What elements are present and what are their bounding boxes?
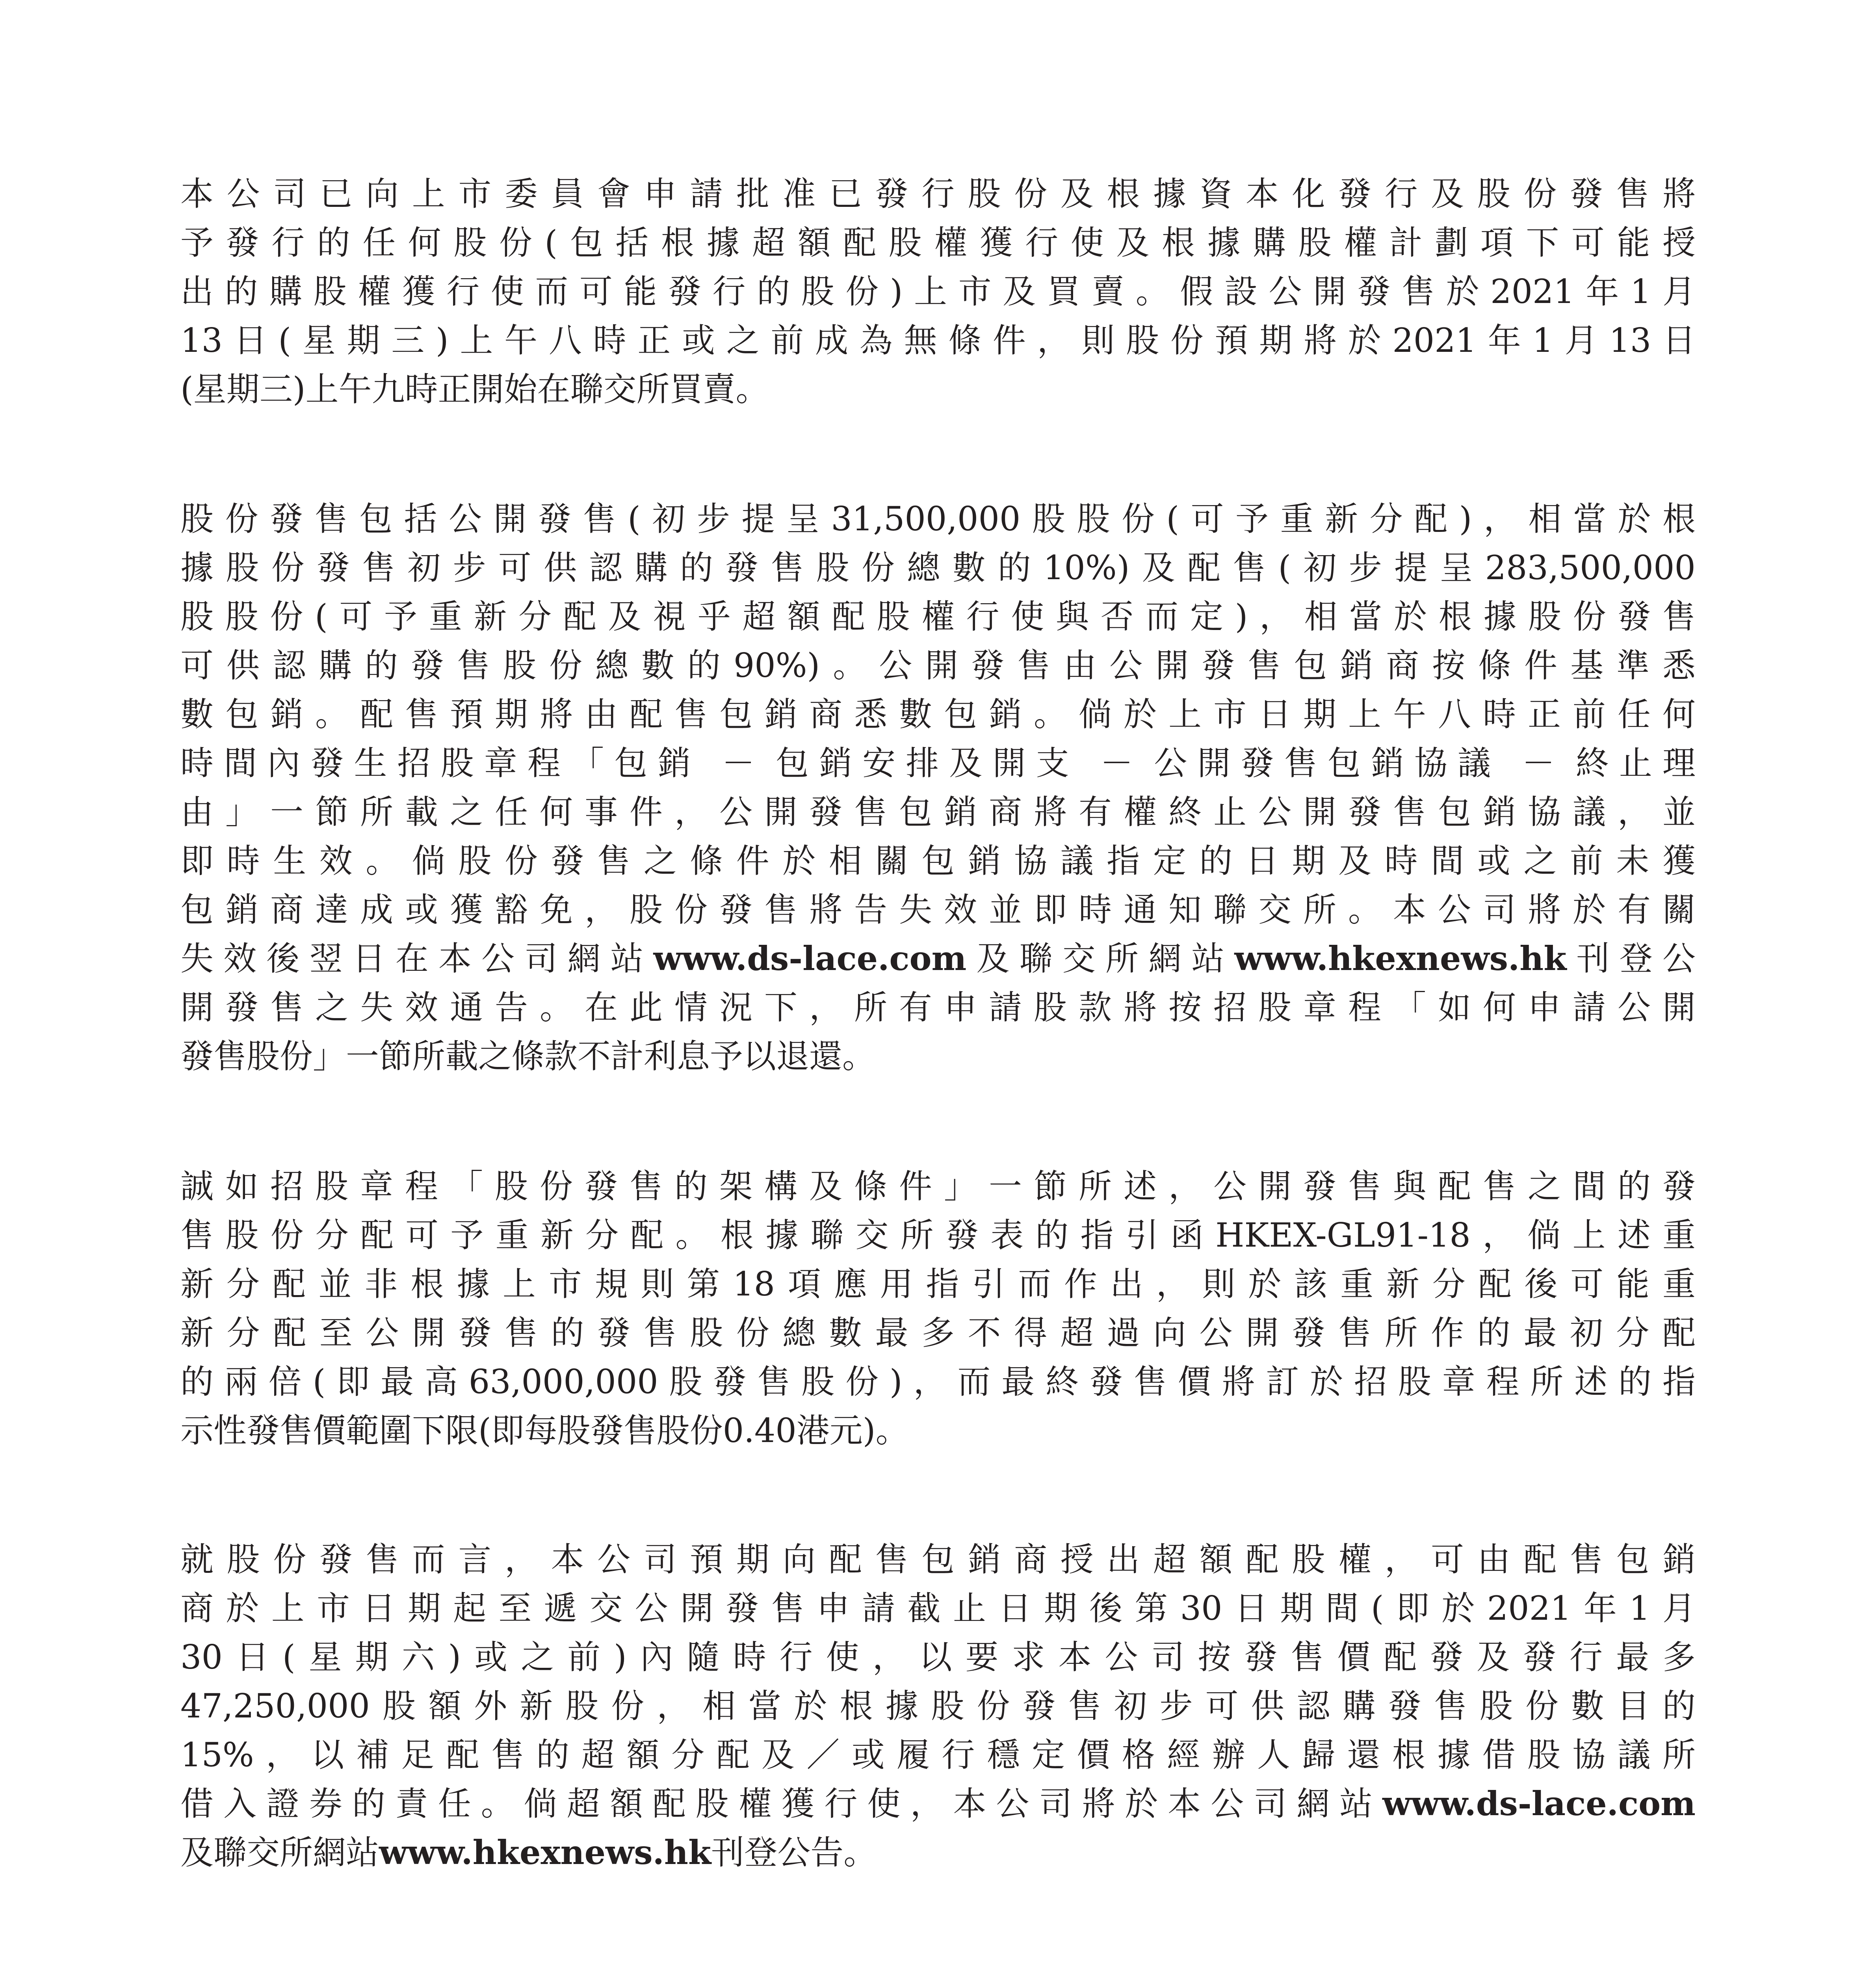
text-line: 可供認購的發售股份總數的90%)。公開發售由公開發售包銷商按條件基準悉 (180, 646, 1696, 685)
text-line: 時間內發生招股章程「包銷 － 包銷安排及開支 － 公開發售包銷協議 － 終止理 (180, 744, 1696, 782)
hkexnews-website-link[interactable]: www.hkexnews.hk (1234, 939, 1567, 978)
text-line: 數包銷。配售預期將由配售包銷商悉數包銷。倘於上市日期上午八時正前任何 (180, 695, 1696, 734)
line-text: 及聯交所網站 (180, 1833, 379, 1872)
text-line: 包銷商達成或獲豁免，股份發售將告失效並即時通知聯交所。本公司將於有關 (180, 890, 1696, 929)
text-line: 商於上市日期起至遞交公開發售申請截止日期後第30日期間(即於2021年1月 (180, 1589, 1696, 1628)
company-website-link[interactable]: www.ds-lace.com (1382, 1784, 1696, 1823)
text-line: 即時生效。倘股份發售之條件於相關包銷協議指定的日期及時間或之前未獲 (180, 842, 1696, 880)
company-website-link[interactable]: www.ds-lace.com (653, 939, 967, 978)
text-line: 的兩倍(即最高63,000,000股發售股份)，而最終發售價將訂於招股章程所述的指 (180, 1362, 1696, 1401)
text-line: 出的購股權獲行使而可能發行的股份)上市及買賣。假設公開發售於2021年1月 (180, 272, 1696, 311)
text-line: 股份發售包括公開發售(初步提呈31,500,000股股份(可予重新分配)，相當於根 (180, 500, 1696, 538)
text-line: 據股份發售初步可供認購的發售股份總數的10%)及配售(初步提呈283,500,000 (180, 548, 1696, 587)
text-line: 誠如招股章程「股份發售的架構及條件」一節所述，公開發售與配售之間的發 (180, 1167, 1696, 1206)
line-text: 及聯交所網站 (966, 939, 1235, 978)
text-line: 新分配至公開發售的發售股份總數最多不得超過向公開發售所作的最初分配 (180, 1314, 1696, 1352)
text-line: 予發行的任何股份(包括根據超額配股權獲行使及根據購股權計劃項下可能授 (180, 223, 1696, 262)
text-line: 47,250,000股額外新股份，相當於根據股份發售初步可供認購發售股份數目的 (180, 1687, 1696, 1725)
text-line: 30日(星期六)或之前)內隨時行使，以要求本公司按發售價配發及發行最多 (180, 1638, 1696, 1676)
text-line-with-links (180, 1828, 1696, 1877)
line-text: 刊登公告。 (711, 1833, 877, 1872)
text-line-with-links (180, 934, 1696, 983)
text-line: (星期三)上午九時正開始在聯交所買賣。 (180, 370, 769, 409)
text-line: 開發售之失效通告。在此情況下，所有申請股款將按招股章程「如何申請公開 (180, 988, 1696, 1027)
text-line: 股股份(可予重新分配及視乎超額配股權行使與否而定)，相當於根據股份發售 (180, 597, 1696, 636)
text-line: 發售股份」一節所載之條款不計利息予以退還。 (180, 1037, 876, 1076)
line-text: 失效後翌日在本公司網站 (180, 939, 654, 978)
text-line: 示性發售價範圍下限(即每股發售股份0.40港元)。 (180, 1411, 909, 1450)
line-text: 刊登公 (1566, 939, 1696, 978)
text-line: 新分配並非根據上市規則第18項應用指引而作出，則於該重新分配後可能重 (180, 1265, 1696, 1303)
text-line: 15%，以補足配售的超額分配及／或履行穩定價格經辦人歸還根據借股協議所 (180, 1736, 1696, 1774)
text-line: 13日(星期三)上午八時正或之前成為無條件，則股份預期將於2021年1月13日 (180, 321, 1696, 360)
text-line-with-links (180, 1779, 1696, 1828)
text-line: 售股份分配可予重新分配。根據聯交所發表的指引函HKEX-GL91-18，倘上述重 (180, 1216, 1696, 1254)
line-text: 借入證券的責任。倘超額配股權獲行使，本公司將於本公司網站 (180, 1784, 1383, 1823)
hkexnews-website-link[interactable]: www.hkexnews.hk (379, 1833, 711, 1872)
text-line: 由」一節所載之任何事件，公開發售包銷商將有權終止公開發售包銷協議，並 (180, 793, 1696, 831)
text-line: 本公司已向上市委員會申請批准已發行股份及根據資本化發行及股份發售將 (180, 175, 1696, 213)
text-line: 就股份發售而言，本公司預期向配售包銷商授出超額配股權，可由配售包銷 (180, 1540, 1696, 1579)
